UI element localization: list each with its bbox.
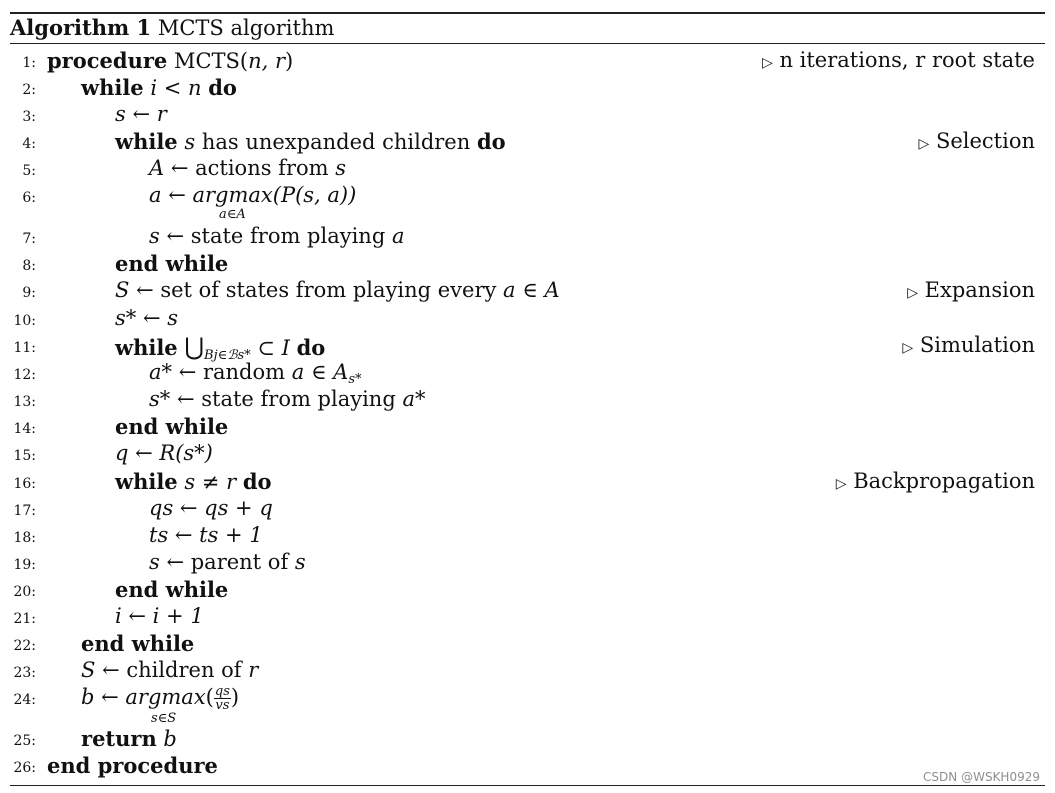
algo-line-25: [0, 726, 1040, 753]
var-s: s: [184, 130, 196, 154]
keyword-while: while: [115, 129, 178, 154]
procedure-name: MCTS(: [173, 49, 249, 73]
algo-line-11: [0, 333, 1040, 363]
algo-line-13: [0, 387, 1040, 414]
fraction: [214, 685, 231, 712]
caption-label: Algorithm 1: [10, 15, 152, 40]
algo-line-1: [0, 48, 1040, 75]
algo-line-6: [0, 183, 1040, 222]
algo-line-10: [0, 306, 1040, 333]
line-number: 18:: [13, 530, 36, 546]
keyword-end-while: end while: [115, 414, 229, 439]
var-S: S: [115, 278, 130, 302]
comment: [762, 48, 1035, 72]
keyword-procedure: procedure: [47, 48, 168, 73]
algo-line-4: [0, 129, 1040, 156]
var-s: s: [149, 224, 160, 248]
algo-line-18: [0, 523, 1040, 550]
keyword-return: return: [81, 726, 157, 751]
caption-title: MCTS algorithm: [157, 16, 335, 40]
line-number: 9:: [22, 285, 36, 301]
comment-text: Simulation: [919, 333, 1035, 357]
comment-text: n iterations, r root state: [779, 48, 1035, 72]
subscript: s*: [348, 372, 362, 387]
algo-line-19: [0, 550, 1040, 577]
comment-text: Backpropagation: [853, 469, 1035, 493]
code-text: s ← r: [115, 102, 167, 126]
comment: [907, 278, 1035, 302]
expr: ⊂ I: [250, 336, 297, 360]
procedure-close: ): [285, 49, 294, 73]
algo-line-15: [0, 441, 1040, 468]
union-subscript: Bj∈ℬs*: [204, 348, 251, 363]
lhs: a ←: [149, 183, 193, 207]
lhs: s*: [149, 387, 171, 411]
procedure-args: n, r: [248, 49, 286, 73]
line-number: 24:: [13, 692, 36, 708]
algo-line-16: [0, 469, 1040, 496]
code-text: [149, 156, 346, 180]
paren-open: (: [205, 685, 214, 709]
algo-line-12: [0, 360, 1040, 387]
code-text: [81, 726, 177, 751]
algo-line-14: [0, 414, 1040, 441]
algo-line-22: [0, 631, 1040, 658]
keyword-while: while: [115, 335, 178, 360]
line-number: 20:: [13, 584, 36, 600]
comment-text: Expansion: [924, 278, 1035, 302]
keyword-while: while: [81, 75, 144, 100]
line-number: 13:: [13, 394, 36, 410]
line-number: 26:: [13, 760, 36, 776]
text: has unexpanded children: [195, 130, 477, 154]
code-text: q ← R(s*): [115, 441, 213, 465]
var-a: a: [391, 224, 405, 248]
code-text: [115, 278, 560, 302]
algo-line-26: [0, 753, 1040, 780]
fraction-denominator: vs: [215, 698, 230, 713]
lhs: b ←: [81, 685, 126, 709]
var-b: b: [163, 727, 177, 751]
code-text: s* ← s: [115, 306, 178, 330]
algo-line-23: [0, 658, 1040, 685]
keyword-while: while: [115, 469, 178, 494]
algo-line-5: [0, 156, 1040, 183]
line-number: 2:: [22, 82, 36, 98]
condition: s ≠ r: [184, 470, 237, 494]
keyword-do: do: [242, 469, 272, 494]
line-number: 17:: [13, 503, 36, 519]
code-text: [149, 360, 362, 387]
code-text: [81, 75, 237, 100]
code-text: [115, 333, 325, 363]
keyword-end-while: end while: [81, 631, 195, 656]
comment: [836, 469, 1035, 493]
var-s: s: [335, 156, 346, 180]
expr: a ∈ A: [503, 278, 560, 302]
line-number: 22:: [13, 638, 36, 654]
fraction-numerator: qs: [214, 684, 230, 699]
line-number: 3:: [22, 109, 36, 125]
argmax: argmax: [125, 685, 206, 709]
code-text: [149, 183, 356, 207]
line-number: 16:: [13, 476, 36, 492]
code-text: [115, 129, 506, 154]
line-number: 11:: [13, 340, 36, 356]
argmax-subscript: s∈S: [151, 711, 177, 726]
var-s: s: [294, 550, 306, 574]
bottom-rule: [10, 785, 1045, 786]
line-number: 8:: [22, 258, 36, 274]
argmax-subscript: a∈A: [219, 207, 246, 222]
text: ← state from playing: [170, 387, 403, 411]
keyword-end-while: end while: [115, 577, 229, 602]
algo-line-7: [0, 224, 1040, 251]
keyword-end-while: end while: [115, 251, 229, 276]
code-text: [81, 658, 258, 682]
text: ← set of states from playing every: [129, 278, 504, 302]
union-symbol: ⋃: [184, 333, 205, 361]
expr: a ∈ A: [291, 360, 349, 384]
top-rule: [10, 12, 1045, 14]
line-number: 19:: [13, 557, 36, 573]
var-s: s: [149, 550, 160, 574]
text: ← actions from: [164, 156, 336, 180]
var-r: r: [248, 658, 259, 682]
comment-triangle-icon: ▷: [761, 55, 773, 71]
keyword-do: do: [208, 75, 237, 100]
line-number: 7:: [22, 231, 36, 247]
line-number: 12:: [13, 367, 36, 383]
lhs: a*: [149, 360, 173, 384]
line-number: 21:: [13, 611, 36, 627]
comment-triangle-icon: ▷: [907, 285, 918, 301]
algo-line-21: [0, 604, 1040, 631]
line-number: 15:: [13, 448, 36, 464]
algo-line-8: [0, 251, 1040, 278]
comment-triangle-icon: ▷: [902, 340, 914, 356]
code-text: [47, 48, 293, 73]
algo-line-3: [0, 102, 1040, 129]
keyword-do: do: [476, 129, 506, 154]
code-text: i ← i + 1: [115, 604, 204, 628]
text: ← state from playing: [159, 224, 392, 248]
line-number: 23:: [13, 665, 36, 681]
watermark: CSDN @WSKH0929: [923, 770, 1040, 784]
code-text: [149, 224, 404, 248]
var-S: S: [81, 658, 96, 682]
algo-line-2: [0, 75, 1040, 102]
algo-line-20: [0, 577, 1040, 604]
comment-triangle-icon: ▷: [918, 136, 930, 152]
comment: [918, 129, 1035, 153]
var-A: A: [149, 156, 165, 180]
var-a: a*: [402, 387, 426, 411]
code-text: ts ← ts + 1: [149, 523, 263, 547]
line-number: 14:: [13, 421, 36, 437]
paren-close: ): [230, 685, 240, 709]
keyword-do: do: [296, 335, 326, 360]
algorithm-caption: [10, 15, 334, 40]
code-text: qs ← qs + q: [149, 496, 273, 520]
code-text: [149, 550, 306, 574]
keyword-end-procedure: end procedure: [47, 753, 218, 778]
line-number: 1:: [22, 55, 36, 71]
line-number: 25:: [13, 733, 36, 749]
line-number: 5:: [22, 163, 36, 179]
text: ← children of: [95, 658, 249, 682]
comment-text: Selection: [935, 129, 1035, 153]
text: ← random: [172, 360, 292, 384]
comment: [902, 333, 1035, 357]
condition: i < n: [150, 76, 202, 100]
code-text: [81, 685, 239, 712]
argmax: argmax: [192, 183, 273, 207]
line-number: 10:: [13, 313, 36, 329]
algo-line-17: [0, 496, 1040, 523]
algo-line-24: [0, 684, 1040, 726]
line-number: 6:: [22, 190, 36, 206]
line-number: 4:: [22, 136, 36, 152]
caption-rule: [10, 43, 1045, 44]
text: ← parent of: [159, 550, 295, 574]
code-text: [115, 469, 272, 494]
comment-triangle-icon: ▷: [835, 476, 847, 492]
code-text: [149, 387, 425, 411]
argmax-arg: (P(s, a)): [272, 183, 357, 207]
algo-line-9: [0, 278, 1040, 305]
